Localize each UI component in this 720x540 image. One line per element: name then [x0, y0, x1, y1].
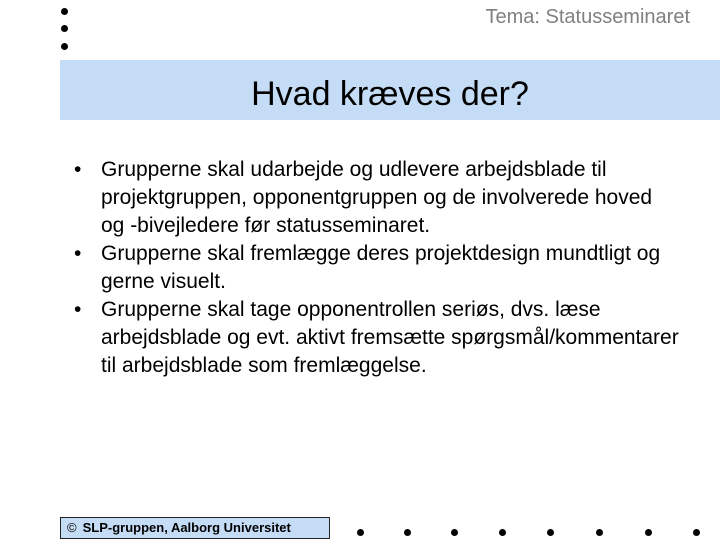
- copyright-icon: ©: [67, 520, 77, 535]
- decor-dot: [61, 25, 68, 32]
- slide-topic: Tema: Statusseminaret: [485, 6, 690, 28]
- decor-dot: [693, 529, 700, 536]
- bullet-list: [70, 156, 680, 380]
- bullet-item: • Grupperne skal udarbejde og udlevere arbejdsblade til projektgruppen, opponentgruppen og de involverede hoved og -bivejledere før statusseminaret.: [70, 156, 680, 240]
- slide-title: Hvad kræves der?: [251, 75, 529, 113]
- decor-dot: [499, 529, 506, 536]
- decor-dot: [547, 529, 554, 536]
- bullet-item: • Grupperne skal fremlægge deres projektdesign mundtligt og gerne visuelt.: [70, 240, 680, 296]
- decor-dot: [357, 529, 364, 536]
- footer-credit-text: SLP-gruppen, Aalborg Universitet: [82, 520, 291, 535]
- title-band: [60, 60, 720, 120]
- decor-dot: [451, 529, 458, 536]
- decor-dot: [645, 529, 652, 536]
- decor-dot: [61, 43, 68, 50]
- decor-dot: [404, 529, 411, 536]
- footer-credit: [60, 517, 330, 539]
- decor-dot: [596, 529, 603, 536]
- bullet-item: • Grupperne skal tage opponentrollen seriøs, dvs. læse arbejdsblade og evt. aktivt fremsætte spørgsmål/kommentarer til arbejdsblade som fremlæggelse.: [70, 296, 680, 380]
- decor-dot: [61, 8, 68, 15]
